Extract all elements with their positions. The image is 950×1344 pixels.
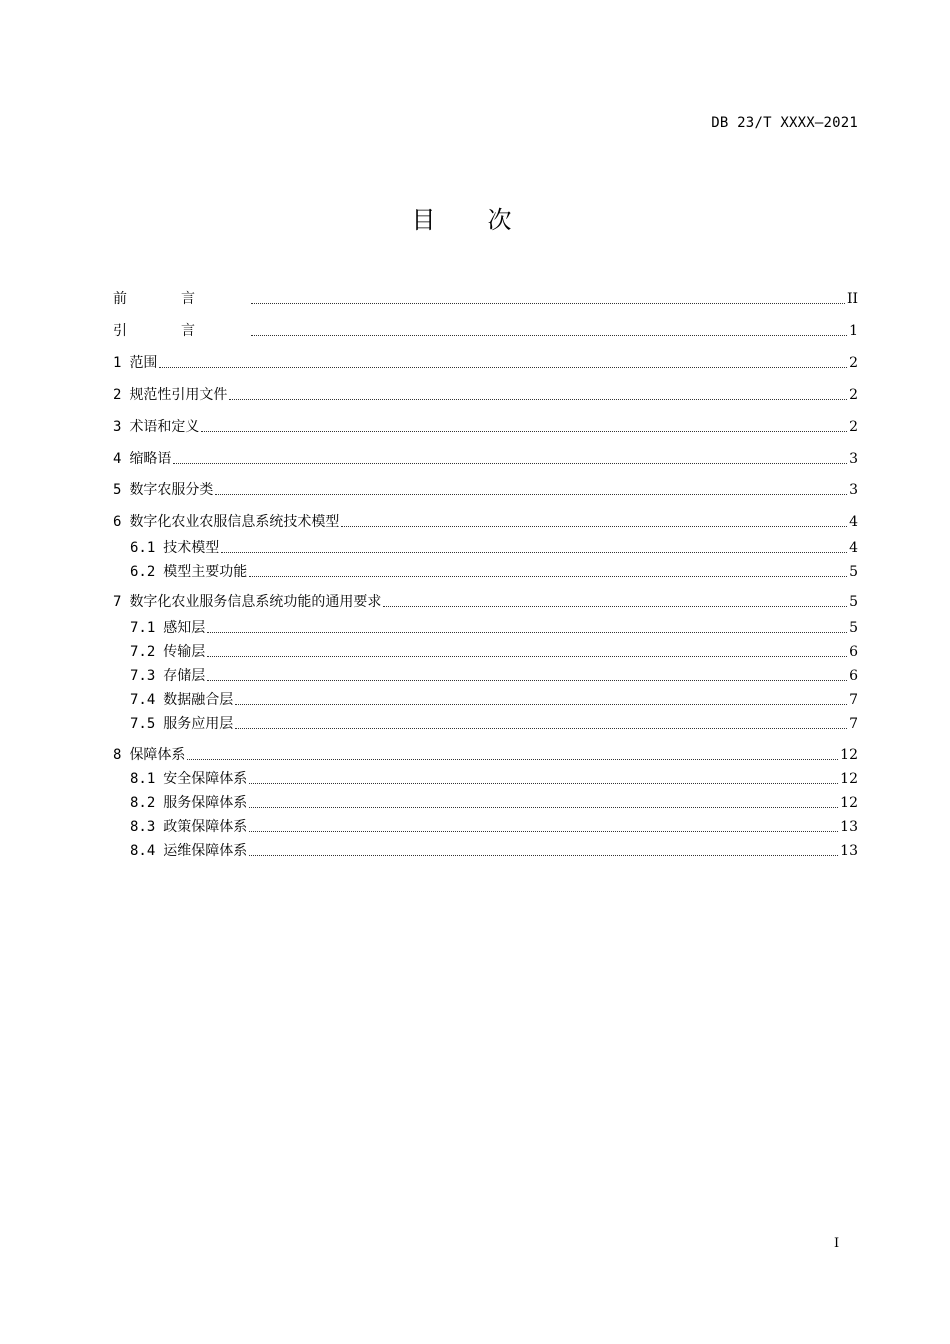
dot-leader — [215, 494, 847, 495]
toc-entry[interactable] — [113, 321, 858, 341]
toc-entry[interactable] — [130, 793, 858, 813]
toc-entry-label: 保障体系 — [129, 747, 186, 763]
toc-entry-page: 5 — [849, 620, 858, 636]
toc-entry-page: 2 — [849, 419, 858, 435]
dot-leader — [251, 335, 847, 336]
toc-entry-label: 服务保障体系 — [163, 795, 248, 811]
toc-entry-page: 12 — [840, 795, 858, 811]
dot-leader — [201, 431, 847, 432]
dot-leader — [249, 855, 838, 856]
dot-leader — [249, 576, 847, 577]
toc-entry-page: 6 — [849, 644, 858, 660]
toc-entry-label: 数字农服分类 — [129, 482, 214, 498]
toc-entry-page: 12 — [840, 771, 858, 787]
toc-entry[interactable] — [130, 769, 858, 789]
toc-entry[interactable] — [130, 714, 858, 734]
toc-entry-label: 缩略语 — [129, 451, 172, 467]
toc-entry[interactable] — [113, 289, 858, 309]
dot-leader — [229, 399, 847, 400]
dot-leader — [207, 656, 847, 657]
toc-entry-number: 7 — [113, 594, 122, 610]
toc-entry[interactable] — [113, 417, 858, 437]
toc-entry-page: 6 — [849, 668, 858, 684]
toc-entry-page: 7 — [849, 692, 858, 708]
toc-entry[interactable] — [130, 817, 858, 837]
toc-entry-number: 8.1 — [130, 771, 156, 787]
dot-leader — [249, 783, 838, 784]
dot-leader — [207, 680, 847, 681]
toc-entry-page: 1 — [849, 323, 858, 339]
toc-entry-number: 8 — [113, 747, 122, 763]
toc-entry-number: 5 — [113, 482, 122, 498]
toc-entry-label: 服务应用层 — [163, 716, 234, 732]
toc-entry[interactable] — [113, 385, 858, 405]
toc-entry-label: 范围 — [129, 355, 158, 371]
toc-entry-number: 4 — [113, 451, 122, 467]
toc-entry-label: 技术模型 — [163, 540, 220, 556]
toc-entry-label: 安全保障体系 — [163, 771, 248, 787]
dot-leader — [207, 632, 847, 633]
toc-entry-page: 12 — [840, 747, 858, 763]
dot-leader — [383, 606, 847, 607]
toc-entry[interactable] — [113, 512, 858, 532]
toc-entry[interactable] — [113, 480, 858, 500]
toc-entry-page: 4 — [849, 514, 858, 530]
toc-entry[interactable] — [130, 618, 858, 638]
toc-entry-label: 术语和定义 — [129, 419, 200, 435]
dot-leader — [341, 526, 847, 527]
toc-entry-page: 5 — [849, 564, 858, 580]
page-title: 目次 — [411, 206, 564, 234]
dot-leader — [173, 463, 847, 464]
toc-entry[interactable] — [130, 538, 858, 558]
toc-entry[interactable] — [113, 592, 858, 612]
toc-entry-label: 模型主要功能 — [163, 564, 248, 580]
document-code-header: DB 23/T XXXX—2021 — [711, 115, 858, 131]
toc-entry-number: 6.1 — [130, 540, 156, 556]
toc-entry-page: 4 — [849, 540, 858, 556]
toc-entry-number: 8.2 — [130, 795, 156, 811]
toc-entry-number: 6.2 — [130, 564, 156, 580]
toc-entry-label: 政策保障体系 — [163, 819, 248, 835]
page-number: I — [834, 1236, 840, 1251]
toc-entry[interactable] — [130, 642, 858, 662]
toc-entry-page: 2 — [849, 355, 858, 371]
toc-entry[interactable] — [113, 353, 858, 373]
toc-entry-label: 规范性引用文件 — [129, 387, 228, 403]
toc-entry-label: 数字化农业农服信息系统技术模型 — [129, 514, 340, 530]
toc-entry-page: II — [846, 291, 858, 307]
toc-entry-label: 运维保障体系 — [163, 843, 248, 859]
toc-entry-page: 2 — [849, 387, 858, 403]
dot-leader — [235, 704, 847, 705]
toc-entry-label: 存储层 — [163, 668, 206, 684]
toc-entry[interactable] — [130, 666, 858, 686]
toc-entry[interactable] — [130, 690, 858, 710]
toc-entry[interactable] — [113, 449, 858, 469]
dot-leader — [187, 759, 838, 760]
toc-entry-number: 7.2 — [130, 644, 156, 660]
toc-entry-page: 13 — [840, 843, 858, 859]
dot-leader — [249, 807, 838, 808]
toc-entry-number: 1 — [113, 355, 122, 371]
toc-entry-number: 8.3 — [130, 819, 156, 835]
toc-entry[interactable] — [130, 841, 858, 861]
toc-entry-label: 传输层 — [163, 644, 206, 660]
toc-entry-label: 数字化农业服务信息系统功能的通用要求 — [129, 594, 382, 610]
toc-entry-number: 7.3 — [130, 668, 156, 684]
dot-leader — [235, 728, 847, 729]
toc-entry-number: 7.1 — [130, 620, 156, 636]
toc-entry-label: 感知层 — [163, 620, 206, 636]
dot-leader — [251, 303, 845, 304]
toc-entry-number: 8.4 — [130, 843, 156, 859]
toc-entry-number: 7.4 — [130, 692, 156, 708]
dot-leader — [249, 831, 838, 832]
toc-entry-number: 2 — [113, 387, 122, 403]
dot-leader — [221, 552, 847, 553]
toc-entry-page: 3 — [849, 482, 858, 498]
toc-entry-number: 7.5 — [130, 716, 156, 732]
toc-entry-page: 5 — [849, 594, 858, 610]
toc-entry[interactable] — [113, 745, 858, 765]
toc-entry-label: 前言 — [113, 291, 249, 307]
toc-entry-label: 引言 — [113, 323, 249, 339]
toc-entry-page: 7 — [849, 716, 858, 732]
dot-leader — [159, 367, 847, 368]
toc-entry-page: 13 — [840, 819, 858, 835]
toc-entry[interactable] — [130, 562, 858, 582]
toc-entry-number: 6 — [113, 514, 122, 530]
toc-entry-label: 数据融合层 — [163, 692, 234, 708]
toc-entry-number: 3 — [113, 419, 122, 435]
toc-entry-page: 3 — [849, 451, 858, 467]
